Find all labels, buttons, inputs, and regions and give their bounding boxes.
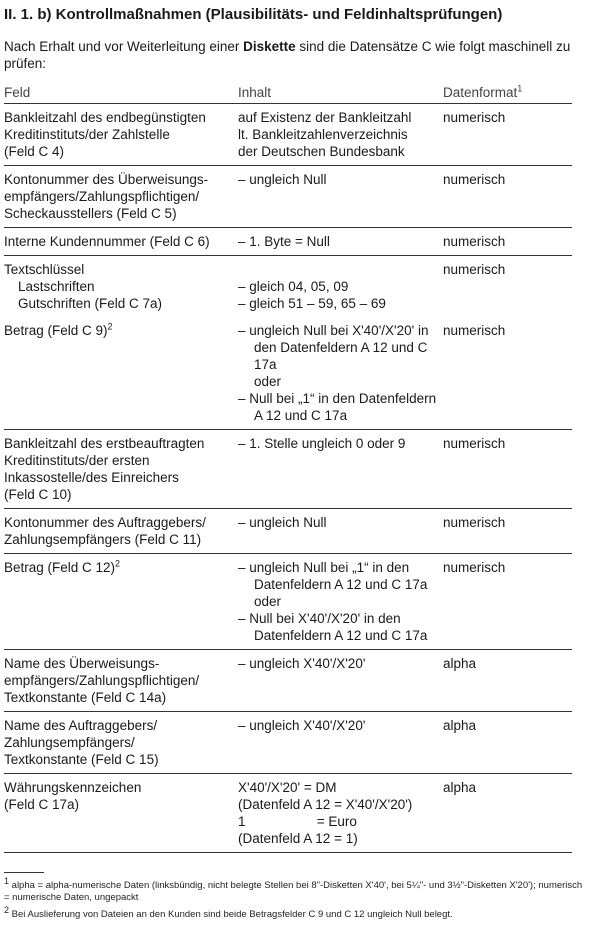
cell-inhalt: [238, 104, 443, 166]
inhalt-item: [238, 322, 443, 373]
feld-line: Kontonummer des Überweisungs-: [4, 172, 209, 187]
cell-format: numerisch: [443, 166, 572, 228]
intro-text-after: sind die Datensätze C wie folgt maschinell zu prüfen:: [4, 39, 571, 71]
footnote-2: [4, 904, 588, 921]
feld-line: empfängers/Zahlungspflichtigen/: [4, 189, 200, 204]
table-row: [4, 509, 572, 554]
cell-format: numerisch: [443, 317, 572, 430]
feld-line: Interne Kundennummer (Feld C 6): [4, 234, 210, 249]
feld-line: Kreditinstituts/der Zahlstelle: [4, 127, 170, 142]
cell-format: numerisch: [443, 104, 572, 166]
inhalt-line: – ungleich X'40'/X'20': [238, 718, 366, 733]
inhalt-line: X'40'/X'20' = DM: [238, 780, 337, 795]
cell-inhalt: [238, 650, 443, 712]
cell-feld: [4, 166, 238, 228]
inhalt-item: [238, 390, 443, 424]
feld-footnote-mark: 2: [107, 321, 113, 332]
inhalt-line: – ungleich Null: [238, 172, 327, 187]
inhalt-item: [238, 610, 443, 644]
cell-feld: [4, 554, 238, 650]
cell-feld: [4, 712, 238, 774]
dash-mark: –: [238, 391, 246, 406]
inhalt-or: oder: [254, 374, 282, 389]
feld-subline: Gutschriften (Feld C 7a): [18, 296, 163, 311]
header-datenformat: [443, 80, 572, 104]
cell-format: numerisch: [443, 262, 506, 277]
header-inhalt: Inhalt: [238, 80, 443, 104]
feld-line: Kreditinstituts/der ersten: [4, 453, 150, 468]
cell-format: alpha: [443, 774, 572, 853]
footnote-1: [4, 875, 588, 904]
inhalt-line: – ungleich Null: [238, 515, 327, 530]
inhalt-line: auf Existenz der Bankleitzahl: [238, 110, 412, 125]
inhalt-item: [238, 559, 443, 593]
inhalt-line: – 1. Byte = Null: [238, 234, 330, 249]
cell-feld: [4, 228, 238, 256]
inhalt-item-text: Null bei X'40'/X'20' in den Datenfeldern A 12 und C 17a: [249, 611, 428, 643]
cell-inhalt: [238, 712, 443, 774]
cell-inhalt: [238, 228, 443, 256]
dash-mark: –: [238, 323, 246, 338]
feld-line: Textkonstante (Feld C 14a): [4, 690, 167, 705]
inhalt-line: 1 = Euro: [238, 814, 357, 829]
feld-text: Betrag (Feld C 9): [4, 323, 108, 338]
table-row: [4, 317, 572, 430]
footnote-2-text: Bei Auslieferung von Dateien an den Kunden sind beide Betragsfelder C 9 und C 12 ungleich Null belegt.: [11, 909, 453, 920]
feld-line: Scheckausstellers (Feld C 5): [4, 206, 177, 221]
inhalt-line: (Datenfeld A 12 = X'40'/X'20'): [238, 797, 413, 812]
cell-feld: [4, 430, 238, 509]
feld-line: Bankleitzahl des erstbeauftragten: [4, 436, 205, 451]
cell-inhalt: [238, 509, 443, 554]
cell-inhalt: [238, 554, 443, 650]
feld-line: Zahlungsempfängers (Feld C 11): [4, 532, 202, 547]
cell-feld: [4, 509, 238, 554]
inhalt-line: – gleich 51 – 59, 65 – 69: [238, 296, 386, 311]
cell-feld: [4, 774, 238, 853]
feld-line: Währungskennzeichen: [4, 780, 142, 795]
dash-mark: –: [238, 560, 246, 575]
inhalt-or: oder: [254, 594, 282, 609]
cell-inhalt: [238, 774, 443, 853]
feld-line: Bankleitzahl des endbegünstigten: [4, 110, 206, 125]
cell-format: numerisch: [443, 228, 572, 256]
cell-feld: [4, 650, 238, 712]
cell-feld: [4, 256, 238, 318]
table-header-row: [4, 80, 572, 104]
table-row: [4, 430, 572, 509]
feld-footnote-mark: 2: [115, 558, 121, 569]
cell-inhalt: [238, 166, 443, 228]
intro-text-before: Nach Erhalt und vor Weiterleitung einer: [4, 39, 244, 54]
feld-line: empfängers/Zahlungspflichtigen/: [4, 673, 200, 688]
feld-subline: Lastschriften: [18, 279, 95, 294]
table-row: [4, 554, 572, 650]
inhalt-item-text: ungleich Null bei X'40'/X'20' in den Datenfeldern A 12 und C 17a: [249, 323, 429, 372]
cell-format: numerisch: [443, 509, 572, 554]
control-table: [4, 80, 572, 853]
feld-line: Textschlüssel: [4, 262, 85, 277]
page-title: II. 1. b) Kontrollmaßnahmen (Plausibilitäts- und Feldinhaltsprüfungen): [4, 6, 503, 23]
feld-line: Name des Auftraggebers/: [4, 718, 158, 733]
inhalt-item-text: 1. Stelle ungleich 0 oder 9: [249, 436, 406, 451]
cell-format: numerisch: [443, 554, 572, 650]
intro-bold-term: Diskette: [243, 39, 296, 54]
table-row: [4, 256, 572, 318]
cell-inhalt: [238, 317, 443, 430]
table-row: [4, 712, 572, 774]
inhalt-line: [238, 261, 443, 278]
inhalt-line: (Datenfeld A 12 = 1): [238, 831, 358, 846]
dash-mark: –: [238, 611, 246, 626]
footnote-2-mark: 2: [4, 904, 10, 915]
footnote-separator: [4, 872, 44, 873]
table-row: [4, 774, 572, 853]
cell-inhalt: [238, 430, 443, 509]
inhalt-item-text: Null bei „1“ in den Datenfeldern A 12 und C 17a: [249, 391, 437, 423]
cell-format: alpha: [443, 712, 572, 774]
table-row: [4, 650, 572, 712]
feld-line: Zahlungsempfängers/: [4, 735, 135, 750]
feld-text: Betrag (Feld C 12): [4, 560, 116, 575]
intro-paragraph: [4, 38, 584, 72]
inhalt-line: lt. Bankleitzahlenverzeichnis: [238, 127, 408, 142]
feld-line: (Feld C 4): [4, 144, 65, 159]
footnote-1-text: alpha = alpha-numerische Daten (linksbündig, nicht belegte Stellen bei 8"-Disketten X'40', bei 5¼"- und 3½"-Disketten X'20'); numerisch = numerische Daten, ungepackt: [4, 880, 583, 903]
header-datenformat-text: Datenformat: [443, 85, 518, 100]
inhalt-item-text: ungleich Null bei „1“ in den Datenfeldern A 12 und C 17a: [249, 560, 428, 592]
table-row: [4, 228, 572, 256]
cell-format: alpha: [443, 650, 572, 712]
inhalt-line: der Deutschen Bundesbank: [238, 144, 405, 159]
cell-inhalt: [238, 256, 443, 318]
footnote-1-mark: 1: [4, 875, 10, 886]
header-footnote-mark: 1: [517, 83, 523, 94]
feld-line: (Feld C 10): [4, 487, 72, 502]
header-feld: Feld: [4, 80, 238, 104]
cell-format: numerisch: [443, 430, 572, 509]
feld-line: Textkonstante (Feld C 15): [4, 752, 159, 767]
cell-feld: [4, 317, 238, 430]
feld-line: Kontonummer des Auftraggebers/: [4, 515, 206, 530]
inhalt-line: – gleich 04, 05, 09: [238, 279, 349, 294]
feld-line: Inkassostelle/des Einreichers: [4, 470, 179, 485]
table-row: [4, 104, 572, 166]
inhalt-line: – ungleich X'40'/X'20': [238, 656, 366, 671]
cell-feld: [4, 104, 238, 166]
table-row: [4, 166, 572, 228]
dash-mark: –: [238, 436, 246, 451]
inhalt-item: [238, 435, 443, 452]
feld-line: Name des Überweisungs-: [4, 656, 160, 671]
feld-line: (Feld C 17a): [4, 797, 80, 812]
